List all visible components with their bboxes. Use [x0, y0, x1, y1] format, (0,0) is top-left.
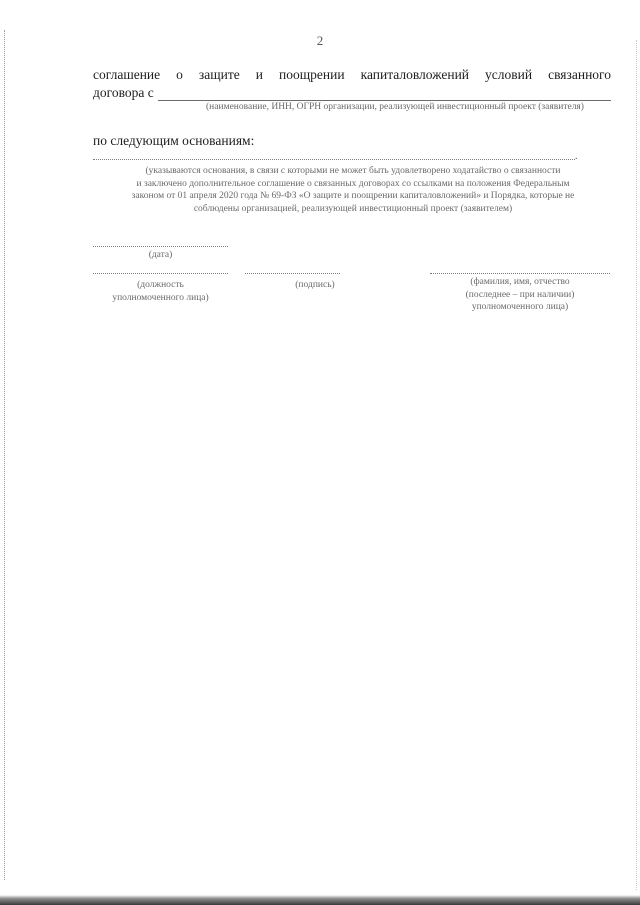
position-hint [93, 279, 228, 304]
scan-left-edge [4, 30, 5, 880]
grounds-heading: по следующим основаниям: [93, 133, 255, 148]
grounds-hint-line-2: и заключено дополнительное соглашение о связанных договорах со ссылками на положения Федеральным [136, 178, 570, 189]
name-fill-line [430, 273, 610, 274]
applicant-fill-line [158, 88, 611, 101]
date-hint: (дата) [148, 250, 173, 260]
grounds-hint-line-3: законом от 01 апреля 2020 года № 69-ФЗ «О защите и поощрении капиталовложений» и Порядка, которые не [131, 191, 575, 201]
grounds-fill-line [93, 159, 575, 160]
scan-bottom-edge [0, 895, 640, 905]
paragraph-line-2 [93, 84, 611, 101]
applicant-hint: (наименование, ИНН, ОГРН организации, реализующей инвестиционный проект (заявителя) [206, 102, 584, 112]
position-fill-line [93, 273, 228, 274]
signature-hint: (подпись) [295, 280, 335, 290]
grounds-hint-line-1: (указываются основания, в связи с которыми не может быть удовлетворено ходатайство о связанности [145, 166, 561, 176]
grounds-end-mark: . [575, 151, 578, 162]
grounds-hint-line-4: соблюдены организацией, реализующей инвестиционный проект (заявителем) [193, 203, 513, 214]
grounds-hint [93, 165, 613, 215]
name-hint-line-2: (последнее – при наличии) [465, 289, 575, 300]
name-hint-line-1: (фамилия, имя, отчество [470, 277, 570, 287]
scan-right-edge [636, 40, 637, 890]
name-hint [430, 276, 610, 314]
page-number: 2 [316, 33, 324, 48]
paragraph-line-1: соглашение о защите и поощрении капиталовложений условий связанного [93, 67, 611, 82]
date-fill-line [93, 246, 228, 247]
paragraph-line-2-prefix: договора с [93, 85, 154, 100]
position-hint-line-1: (должность [137, 280, 184, 290]
name-hint-line-3: уполномоченного лица) [471, 302, 569, 312]
position-hint-line-2: уполномоченного лица) [112, 292, 209, 303]
signature-fill-line [245, 273, 340, 274]
